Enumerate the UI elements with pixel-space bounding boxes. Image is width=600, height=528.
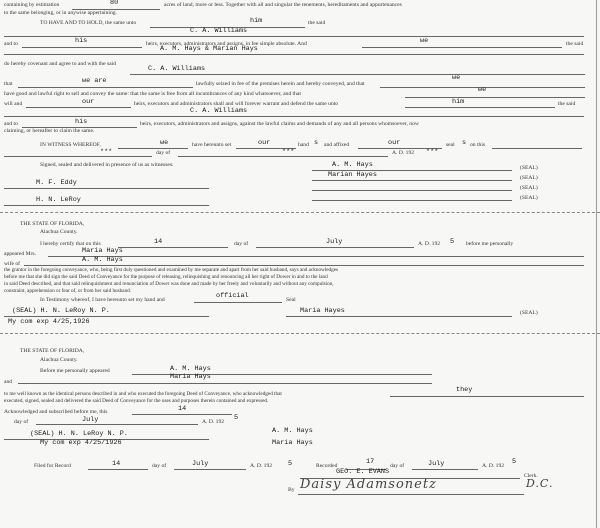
will-and-label: will and <box>4 101 23 107</box>
seal-mark-4: (SEAL) <box>520 195 538 201</box>
seal-our: our <box>388 139 401 147</box>
page-edge <box>596 0 597 528</box>
witness-signature-1: M. F. Eddy <box>36 179 77 187</box>
filed-label: Filed for Record <box>34 463 71 469</box>
by-label: By <box>288 487 295 493</box>
fee-simple-text: heirs, executors, administrators and assigns, in fee simple absolute. And <box>146 41 307 47</box>
appurtenances-text: acres of land, more or less. Together with all and singular the tenements, hereditaments and appurtenances <box>164 2 402 8</box>
ack1-body-2: before me that she did sign the said Deed of Conveyance for the purpose of releasing, relinquishing and renouncing all her right of Dower in and to the land <box>4 274 328 280</box>
recorded-month: July <box>428 460 445 468</box>
ack2-commission: My com exp 4/25/1926 <box>40 439 122 447</box>
we-are-value: we are <box>82 77 107 85</box>
the-said-label-2: the said <box>566 41 584 47</box>
ack1-certify: I hereby certify that on this <box>40 241 101 247</box>
ack2-ad: A. D. 192 <box>202 419 225 425</box>
estimation-text: containing by estimation <box>4 2 60 8</box>
ack2-notary: (SEAL) H. N. LeRoy N. P. <box>30 430 128 438</box>
and-to-label-2: and to <box>4 121 18 127</box>
deputy-clerk-signature: Daisy Adamsonetz <box>300 477 437 492</box>
ack2-they: they <box>456 386 473 394</box>
filed-month: July <box>192 460 209 468</box>
ack2-county: Alachua County. <box>40 357 78 363</box>
ack1-day: 14 <box>154 238 163 246</box>
ack1-body-1: the grantor in the foregoing conveyance, who, being first duly questioned and examined by me separate and apart from her said husband, says and acknowledges <box>4 267 339 273</box>
grantors-pronoun: we <box>420 37 429 45</box>
ack2-month: July <box>82 416 99 424</box>
ack1-before: before me personally <box>466 241 514 247</box>
recorded-day: 17 <box>366 458 375 466</box>
ack2-day: 14 <box>178 405 187 413</box>
day-stars: *** <box>100 148 113 156</box>
that-label: that <box>4 81 13 87</box>
grantee-name-3: C. A. Williams <box>190 107 248 115</box>
ack2-year: 5 <box>234 414 239 422</box>
hand-label: hand <box>298 142 309 148</box>
and-to-label: and to <box>4 41 18 47</box>
our-value-1: our <box>82 98 95 106</box>
we-value-3: we <box>478 86 487 94</box>
ack2-body-1: to me well known as the identical persons described in and who executed the foregoing Deed of Conveyance, who acknowledged that <box>4 391 282 397</box>
seal-mark-3: (SEAL) <box>520 185 538 191</box>
ack2-body-2: executed, signed, sealed and delivered the said Deed of Conveyance for the uses and purposes therein contained and expressed. <box>4 398 269 404</box>
affixed-label: and affixed <box>324 142 350 148</box>
dc-initials: D.C. <box>526 477 554 490</box>
the-said-label-3: the said <box>558 101 576 107</box>
right-to-convey-text: have good and lawful right to sell and convey the same: that the same is free from all incumbrances of any kind whatsoever, and that <box>4 91 301 97</box>
heirs-pronoun-2: his <box>75 118 88 126</box>
acres-value: 80 <box>110 0 119 7</box>
ack1-body-4: constraint, apprehension or fear of, or from her said husband. <box>4 288 132 294</box>
ack2-name-2: Maria Hays <box>170 373 211 381</box>
heirs-pronoun-1: his <box>75 37 88 45</box>
recorded-day-of: day of <box>390 463 405 469</box>
ack2-day-of: day of <box>14 419 29 425</box>
ack1-day-of: day of <box>234 241 249 247</box>
grantee-name-2: C. A. Williams <box>148 65 206 73</box>
ack1-ad: A. D. 192 <box>418 241 441 247</box>
claims-text-2: claiming, or hereafter to claim the same. <box>4 128 95 134</box>
ack1-month: July <box>326 238 343 246</box>
ack1-testimony: In Testimony whereof, I have hereunto set my hand and <box>40 297 165 303</box>
grantor-signature-2: Marian Hayes <box>328 171 377 179</box>
claims-text: heirs, executors, administrators and assigns, against the lawful claims and demands of any and all persons whomsoever, now <box>140 121 419 127</box>
ack1-county: Alachua County. <box>40 229 78 235</box>
section-divider-1 <box>0 212 600 213</box>
ack1-body-3: in said Deed described, and that said relinquishment and renunciation of Dower was done and made by her freely and voluntarily and without any compulsion, <box>4 281 334 287</box>
ack2-state: THE STATE OF FLORIDA, <box>20 348 85 354</box>
day-of-label: day of <box>156 150 171 156</box>
clerk-name: GEO. E. EVANS <box>336 468 390 476</box>
seal-mark-2: (SEAL) <box>520 175 538 181</box>
him-value-2: him <box>452 98 465 106</box>
ack1-wife-of: wife of <box>4 261 20 267</box>
ack1-state: THE STATE OF FLORIDA, <box>20 221 85 227</box>
appertaining-text: to the same belonging, or in anywise appertaining. <box>4 10 117 16</box>
seal-plural: s <box>462 139 467 147</box>
filed-ad: A. D. 192 <box>250 463 273 469</box>
month-stars: *** <box>282 148 295 156</box>
witness-we: we <box>160 139 169 147</box>
ack1-signer: Maria Hayes <box>300 307 345 315</box>
ack2-name-1: A. M. Hays <box>170 365 211 373</box>
filed-year: 5 <box>288 460 293 468</box>
ack2-and: and <box>4 379 13 385</box>
year-stars: *** <box>426 148 439 156</box>
ack2-signer-1: A. M. Hays <box>272 427 313 435</box>
the-said-label: the said <box>308 20 326 26</box>
ack1-seal-mark: (SEAL) <box>520 310 538 316</box>
seal-mark-1: (SEAL) <box>520 165 538 171</box>
witness-signature-2: H. N. LeRoy <box>36 196 81 204</box>
ack1-commission: My com exp 4/25,1926 <box>8 318 90 326</box>
ack2-subscribed: Acknowledged and subscribed before me, this <box>4 409 108 415</box>
recorded-ad: A. D. 192 <box>482 463 505 469</box>
filed-day: 14 <box>112 460 121 468</box>
hereunto-text: have hereunto set <box>192 142 232 148</box>
clerk-label: Clerk. <box>524 473 538 479</box>
ack1-year: 5 <box>450 238 455 246</box>
ack1-seal-word: Seal <box>286 297 296 303</box>
recorded-year: 5 <box>512 458 517 466</box>
witness-whereof: IN WITNESS WHEREOF, <box>40 142 101 148</box>
ack1-notary: (SEAL) H. N. LeRoy N. P. <box>12 307 110 315</box>
habendum-text: TO HAVE AND TO HOLD, the same unto <box>40 20 137 26</box>
witness-caption: Signed, sealed and delivered in presence of us as witnesses: <box>40 162 174 168</box>
hand-plural: s <box>314 139 319 147</box>
on-this-label: on this <box>470 142 486 148</box>
recorded-label: Recorded <box>316 463 338 469</box>
seized-text: lawfully seized in fee of the premises herein and hereby conveyed, and that <box>196 81 365 87</box>
section-divider-2 <box>0 333 600 334</box>
ack1-official: official <box>216 292 249 300</box>
ack1-wife-name: Maria Hays <box>82 247 123 255</box>
grantee-name-1: C. A. Williams <box>190 27 248 35</box>
covenant-text: do hereby covenant and agree to and with the said <box>4 61 116 67</box>
ack1-appeared: appeared Mrs. <box>4 251 36 257</box>
habendum-pronoun: him <box>250 17 263 25</box>
ack2-signer-2: Maria Hays <box>272 439 313 447</box>
warrant-text: heirs, executors and administrators shall and will forever warrant and defend the same unto <box>134 101 339 107</box>
witness-our: our <box>258 139 271 147</box>
ack1-husband: A. M. Hays <box>82 256 123 264</box>
grantor-names: A. M. Hays & Marian Hays <box>160 45 258 53</box>
ad-label: A. D. 192 <box>392 150 415 156</box>
we-value-2: we <box>452 74 461 82</box>
grantor-signature-1: A. M. Hays <box>332 161 373 169</box>
filed-day-of: day of <box>152 463 167 469</box>
seal-label: seal <box>446 142 455 148</box>
ack2-before: Before me personally appeared <box>40 368 110 374</box>
